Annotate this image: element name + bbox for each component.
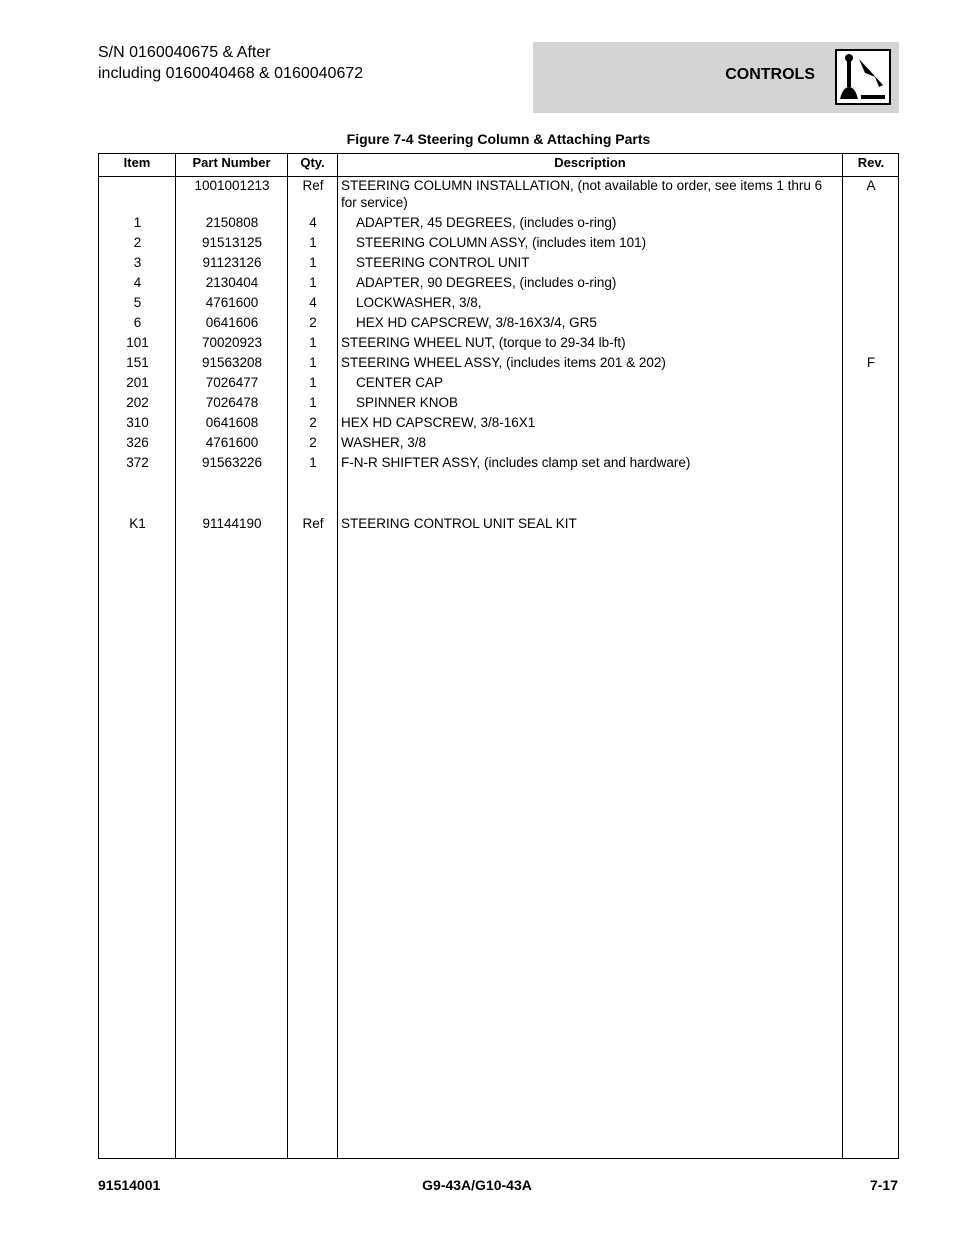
item-number: 101	[126, 335, 149, 350]
column-header-part-number: Part Number	[192, 155, 271, 170]
quantity: 1	[309, 235, 317, 250]
table-row	[99, 515, 898, 535]
footer-model: G9-43A/G10-43A	[422, 1177, 532, 1193]
table-row	[99, 294, 898, 314]
part-number: 70020923	[201, 335, 263, 350]
part-number: 4761600	[205, 435, 259, 450]
serial-line-1: S/N 0160040675 & After	[98, 44, 271, 61]
description: ADAPTER, 45 DEGREES, (includes o-ring)	[356, 215, 617, 230]
part-number: 91563226	[201, 455, 263, 470]
quantity: 1	[309, 275, 317, 290]
quantity: Ref	[302, 178, 324, 193]
item-number: 326	[126, 435, 149, 450]
table-row	[99, 254, 898, 274]
column-header-description: Description	[554, 155, 626, 170]
column-header-qty: Qty.	[300, 155, 325, 170]
description: F-N-R SHIFTER ASSY, (includes clamp set and hardware)	[341, 455, 691, 470]
part-number: 0641606	[205, 315, 259, 330]
table-row	[99, 434, 898, 454]
table-row	[99, 454, 898, 515]
revision: A	[866, 178, 876, 193]
item-number: 4	[133, 275, 142, 290]
section-banner	[533, 42, 899, 113]
item-number: 372	[126, 455, 149, 470]
table-row	[99, 374, 898, 394]
quantity: 2	[309, 315, 317, 330]
description: SPINNER KNOB	[356, 395, 459, 410]
table-row	[99, 334, 898, 354]
description: STEERING CONTROL UNIT SEAL KIT	[341, 516, 577, 531]
part-number: 7026478	[205, 395, 259, 410]
item-number: 5	[133, 295, 142, 310]
quantity: 1	[309, 335, 317, 350]
figure-title: Figure 7-4 Steering Column & Attaching Parts	[346, 131, 651, 147]
part-number: 91513125	[201, 235, 263, 250]
item-number: 151	[126, 355, 149, 370]
table-header	[99, 154, 898, 177]
column-header-item: Item	[123, 155, 151, 170]
revision: F	[866, 355, 876, 370]
quantity: 4	[309, 215, 317, 230]
description: STEERING WHEEL ASSY, (includes items 201 & 202)	[341, 355, 666, 370]
parts-table	[98, 153, 899, 1159]
part-number: 91563208	[201, 355, 263, 370]
section-title: CONTROLS	[725, 66, 815, 83]
table-body	[99, 177, 898, 535]
table-row	[99, 234, 898, 254]
description: STEERING WHEEL NUT, (torque to 29-34 lb-ft)	[341, 335, 626, 350]
item-number: 310	[126, 415, 149, 430]
quantity: 1	[309, 355, 317, 370]
part-number: 2130404	[205, 275, 259, 290]
quantity: Ref	[302, 516, 324, 531]
table-row	[99, 394, 898, 414]
description: STEERING COLUMN INSTALLATION, (not available to order, see items 1 thru 6 for service)	[341, 178, 823, 210]
table-row	[99, 274, 898, 294]
table-row	[99, 177, 898, 214]
part-number: 1001001213	[194, 178, 270, 193]
quantity: 1	[309, 455, 317, 470]
quantity: 1	[309, 395, 317, 410]
table-row	[99, 414, 898, 434]
description: STEERING CONTROL UNIT	[356, 255, 530, 270]
quantity: 2	[309, 415, 317, 430]
quantity: 4	[309, 295, 317, 310]
item-number: 6	[133, 315, 142, 330]
serial-line-2: including 0160040468 & 0160040672	[98, 65, 364, 82]
part-number: 91123126	[202, 255, 262, 270]
description: CENTER CAP	[356, 375, 444, 390]
item-number: 2	[133, 235, 142, 250]
description: ADAPTER, 90 DEGREES, (includes o-ring)	[356, 275, 617, 290]
footer-page-number: 7-17	[869, 1177, 898, 1193]
description: HEX HD CAPSCREW, 3/8-16X3/4, GR5	[356, 315, 597, 330]
item-number: 1	[133, 215, 142, 230]
quantity: 1	[309, 255, 317, 270]
part-number: 0641608	[205, 415, 259, 430]
item-number: 3	[133, 255, 142, 270]
item-number: 201	[126, 375, 149, 390]
footer-manual-number: 91514001	[98, 1177, 161, 1193]
description: LOCKWASHER, 3/8,	[356, 295, 482, 310]
column-header-rev: Rev.	[857, 155, 885, 170]
table-row	[99, 314, 898, 334]
serial-number-block	[98, 42, 363, 84]
item-number: K1	[129, 516, 146, 531]
description: HEX HD CAPSCREW, 3/8-16X1	[341, 415, 536, 430]
description: WASHER, 3/8	[341, 435, 427, 450]
description: STEERING COLUMN ASSY, (includes item 101)	[356, 235, 647, 250]
part-number: 4761600	[205, 295, 259, 310]
part-number: 2150808	[205, 215, 259, 230]
quantity: 2	[309, 435, 317, 450]
part-number: 91144190	[202, 516, 262, 531]
item-number: 202	[126, 395, 149, 410]
table-row	[99, 354, 898, 374]
part-number: 7026477	[205, 375, 259, 390]
quantity: 1	[309, 375, 317, 390]
joystick-controls-icon	[835, 49, 891, 105]
table-row	[99, 214, 898, 234]
